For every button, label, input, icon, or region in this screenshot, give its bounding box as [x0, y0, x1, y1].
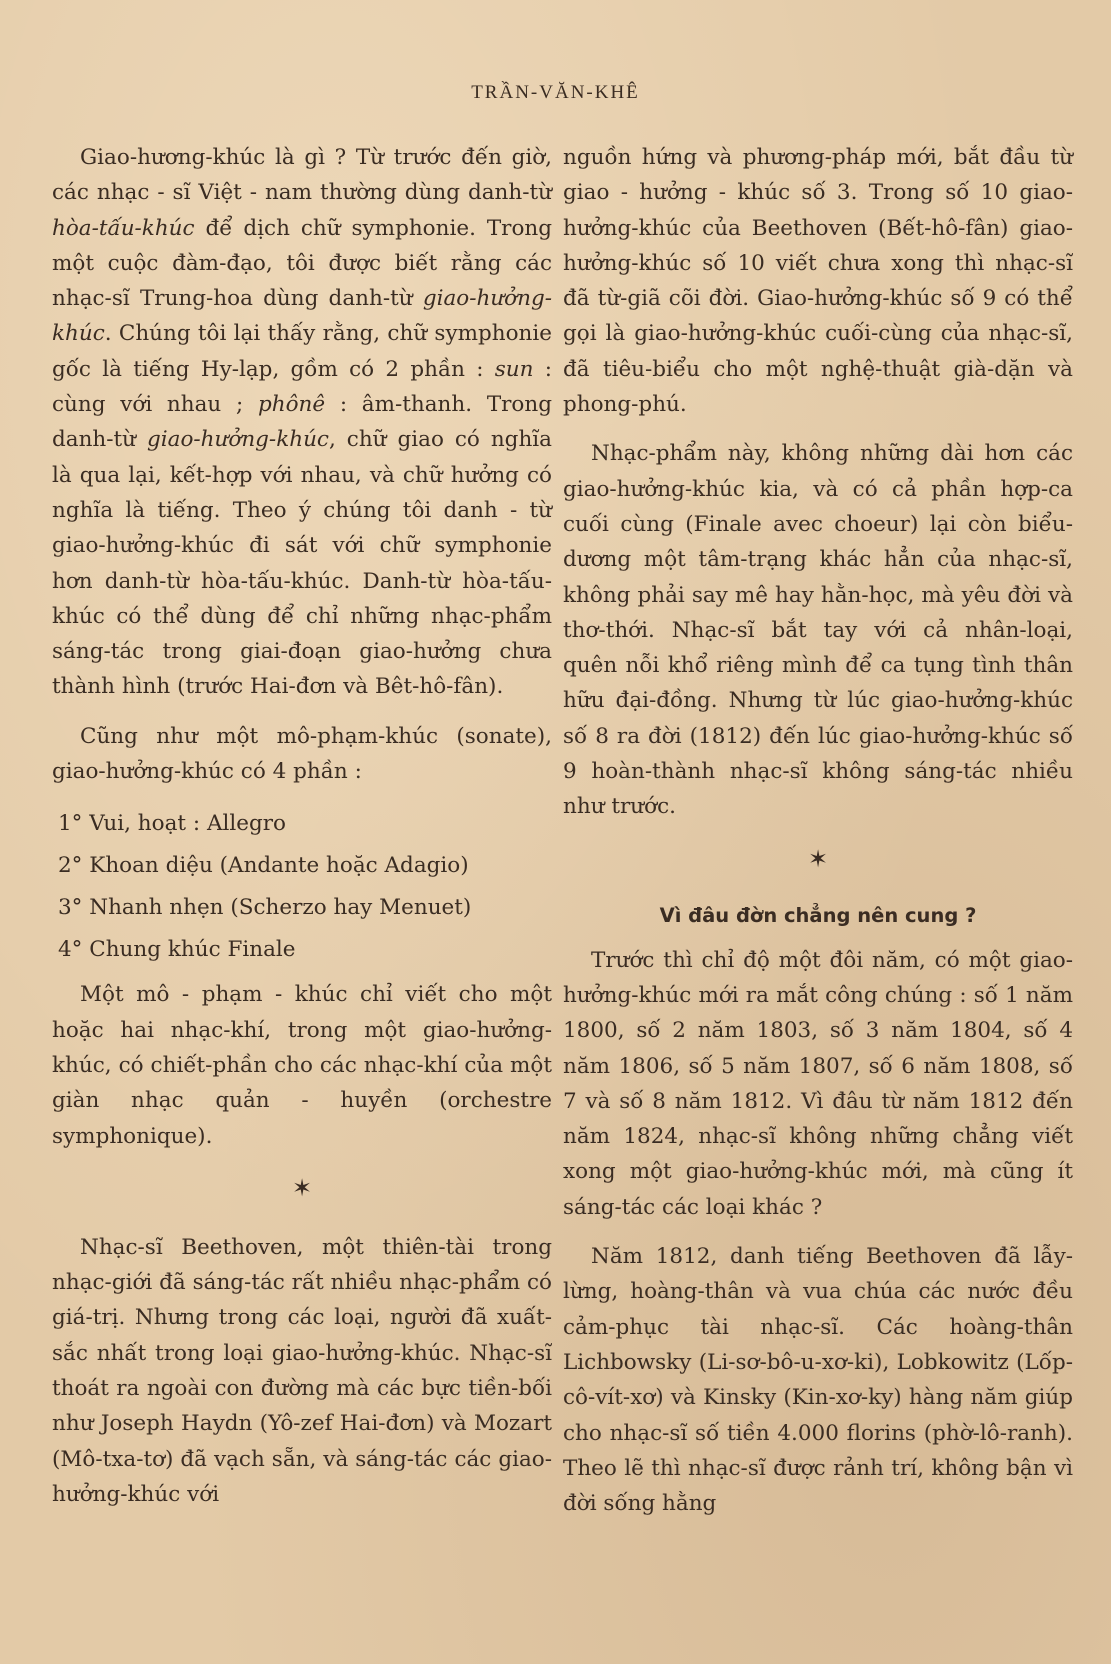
section-title: Vì đâu đờn chẳng nên cung ? — [659, 903, 977, 927]
movement-list — [52, 803, 552, 971]
list-item: 3° Nhanh nhẹn (Scherzo hay Menuet) — [58, 895, 472, 921]
left-paragraph-4: Nhạc-sĩ Beethoven, một thiên-tài trong nhạc-giới đã sáng-tác rất nhiều nhạc-phẩm có giá-trị. Nhưng trong các loại, người đã xuất-sắc nhất trong loại giao-hưởng-khúc. Nhạc-sĩ thoát ra ngoài con đường mà các bực tiền-bối như Joseph Haydn (Yô-zef Hai-đơn) và Mozart (Mô-txa-tơ) đã vạch sẵn, và sáng-tác các giao-hưởng-khúc với — [52, 1234, 552, 1507]
left-paragraph-1: Giao-hương-khúc là gì ? Từ trước đến giờ, các nhạc - sĩ Việt - nam thường dùng danh-từ hòa-tấu-khúc để dịch chữ symphonie. Trong một cuộc đàm-đạo, tôi được biết rằng các nhạc-sĩ Trung-hoa dùng danh-từ giao-hưởng-khúc. Chúng tôi lại thấy rằng, chữ symphonie gốc là tiếng Hy-lạp, gồm có 2 phần : sun : cùng với nhau ; phônê : âm-thanh. Trong danh-từ giao-hưởng-khúc, chữ giao có nghĩa là qua lại, kết-hợp với nhau, và chữ hưởng có nghĩa là tiếng. Theo ý chúng tôi danh - từ giao-hưởng-khúc đi sát với chữ symphonie hơn danh-từ hòa-tấu-khúc. Danh-từ hòa-tấu-khúc có thể dùng để chỉ những nhạc-phẩm sáng-tác trong giai-đoạn giao-hưởng chưa thành hình (trước Hai-đơn và Bêt-hô-fân). — [52, 145, 552, 700]
right-column — [563, 140, 1073, 1535]
right-paragraph-3: Trước thì chỉ độ một đôi năm, có một giao-hưởng-khúc mới ra mắt công chúng : số 1 năm 1800, số 2 năm 1803, số 3 năm 1804, số 4 năm 1806, số 5 năm 1807, số 6 năm 1808, số 7 và số 8 năm 1812. Vì đâu từ năm 1812 đến năm 1824, nhạc-sĩ không những chẳng viết xong một giao-hưởng-khúc mới, mà cũng ít sáng-tác các loại khác ? — [563, 947, 1073, 1220]
running-header: TRẦN-VĂN-KHÊ — [471, 82, 640, 103]
star-separator-icon: ✶ — [807, 844, 829, 873]
list-item: 2° Khoan diệu (Andante hoặc Adagio) — [58, 853, 469, 879]
right-paragraph-4: Năm 1812, danh tiếng Beethoven đã lẫy-lừng, hoàng-thân và vua chúa các nước đều cảm-phục tài nhạc-sĩ. Các hoàng-thân Lichbowsky (Li-sơ-bô-u-xơ-ki), Lobkowitz (Lốp-cô-vít-xơ) và Kinsky (Kin-xơ-ky) hàng năm giúp cho nhạc-sĩ số tiền 4.000 florins (phờ-lô-ranh). Theo lẽ thì nhạc-sĩ được rảnh trí, không bận vì đời sống hằng — [563, 1244, 1073, 1517]
list-item: 1° Vui, hoạt : Allegro — [58, 811, 286, 837]
left-paragraph-3: Một mô - phạm - khúc chỉ viết cho một hoặc hai nhạc-khí, trong một giao-hưởng-khúc, có chiết-phần cho các nhạc-khí của một giàn nhạc quản - huyền (orchestre symphonique). — [52, 982, 552, 1149]
right-paragraph-1: nguồn hứng và phương-pháp mới, bắt đầu từ giao - hưởng - khúc số 3. Trong số 10 giao-hưởng-khúc của Beethoven (Bết-hô-fân) giao-hưởng-khúc số 10 viết chưa xong thì nhạc-sĩ đã từ-giã cõi đời. Giao-hưởng-khúc số 9 có thể gọi là giao-hưởng-khúc cuối-cùng của nhạc-sĩ, đã tiêu-biểu cho một nghệ-thuật già-dặn và phong-phú. — [563, 145, 1073, 418]
list-item: 4° Chung khúc Finale — [58, 937, 296, 963]
left-paragraph-2: Cũng như một mô-phạm-khúc (sonate), giao-hưởng-khúc có 4 phần : — [52, 723, 552, 785]
right-paragraph-2: Nhạc-phẩm này, không những dài hơn các giao-hưởng-khúc kia, và có cả phần hợp-ca cuối cùng (Finale avec choeur) lại còn biểu-dương một tâm-trạng khác hẳn của nhạc-sĩ, không phải say mê hay hằn-học, mà yêu đời và thơ-thới. Nhạc-sĩ bắt tay với cả nhân-loại, quên nỗi khổ riêng mình để ca tụng tình thân hữu đại-đồng. Nhưng từ lúc giao-hưởng-khúc số 8 ra đời (1812) đến lúc giao-hưởng-khúc số 9 hoàn-thành nhạc-sĩ không sáng-tác nhiều như trước. — [563, 441, 1073, 820]
star-separator-icon: ✶ — [291, 1173, 313, 1202]
left-column — [52, 140, 552, 1526]
